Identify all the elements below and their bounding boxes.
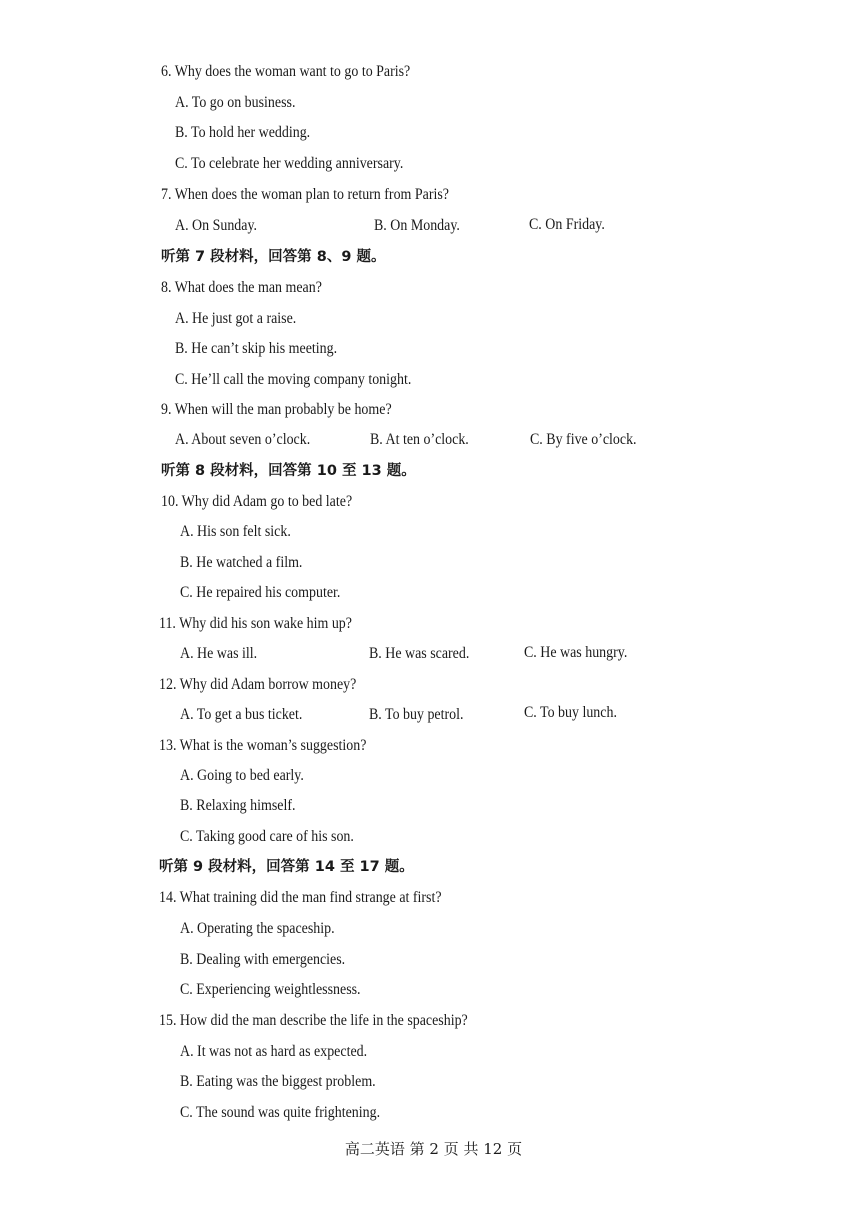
option-9b: B. At ten o’clock. <box>370 431 469 448</box>
question-7: 7. When does the woman plan to return from Paris? <box>161 186 449 203</box>
question-13: 13. What is the woman’s suggestion? <box>159 737 367 754</box>
question-8: 8. What does the man mean? <box>161 279 322 296</box>
question-15: 15. How did the man describe the life in the spaceship? <box>159 1012 468 1029</box>
option-13b: B. Relaxing himself. <box>180 797 296 814</box>
option-11c: C. He was hungry. <box>524 644 628 661</box>
option-14b: B. Dealing with emergencies. <box>180 951 346 968</box>
question-11: 11. Why did his son wake him up? <box>159 615 352 632</box>
option-15c: C. The sound was quite frightening. <box>180 1104 381 1121</box>
option-10b: B. He watched a film. <box>180 554 303 571</box>
option-6b: B. To hold her wedding. <box>175 124 311 141</box>
option-12c: C. To buy lunch. <box>524 704 617 721</box>
question-12: 12. Why did Adam borrow money? <box>159 676 357 693</box>
question-10: 10. Why did Adam go to bed late? <box>161 493 353 510</box>
option-6a: A. To go on business. <box>175 94 296 111</box>
option-12b: B. To buy petrol. <box>369 706 464 723</box>
option-14c: C. Experiencing weightlessness. <box>180 981 361 998</box>
section-heading-8: 听第 8 段材料，回答第 10 至 13 题。 <box>161 463 416 479</box>
option-10a: A. His son felt sick. <box>180 523 291 540</box>
option-7a: A. On Sunday. <box>175 217 258 234</box>
option-7b: B. On Monday. <box>374 217 460 234</box>
option-14a: A. Operating the spaceship. <box>180 920 335 937</box>
option-7c: C. On Friday. <box>529 216 605 233</box>
option-11b: B. He was scared. <box>369 645 470 662</box>
option-8c: C. He’ll call the moving company tonight. <box>175 371 412 388</box>
option-15a: A. It was not as hard as expected. <box>180 1043 368 1060</box>
option-15b: B. Eating was the biggest problem. <box>180 1073 376 1090</box>
option-9a: A. About seven o’clock. <box>175 431 311 448</box>
option-10c: C. He repaired his computer. <box>180 584 341 601</box>
option-12a: A. To get a bus ticket. <box>180 706 303 723</box>
option-13a: A. Going to bed early. <box>180 767 304 784</box>
option-8a: A. He just got a raise. <box>175 310 297 327</box>
option-9c: C. By five o’clock. <box>530 431 637 448</box>
section-heading-7: 听第 7 段材料，回答第 8、9 题。 <box>161 249 386 265</box>
question-6: 6. Why does the woman want to go to Paris? <box>161 63 411 80</box>
question-14: 14. What training did the man find strange at first? <box>159 889 442 906</box>
section-heading-9: 听第 9 段材料，回答第 14 至 17 题。 <box>159 859 414 875</box>
option-6c: C. To celebrate her wedding anniversary. <box>175 155 404 172</box>
option-11a: A. He was ill. <box>180 645 258 662</box>
question-9: 9. When will the man probably be home? <box>161 401 392 418</box>
page-footer: 高二英语 第 2 页 共 12 页 <box>344 1140 523 1158</box>
option-13c: C. Taking good care of his son. <box>180 828 354 845</box>
option-8b: B. He can’t skip his meeting. <box>175 340 338 357</box>
